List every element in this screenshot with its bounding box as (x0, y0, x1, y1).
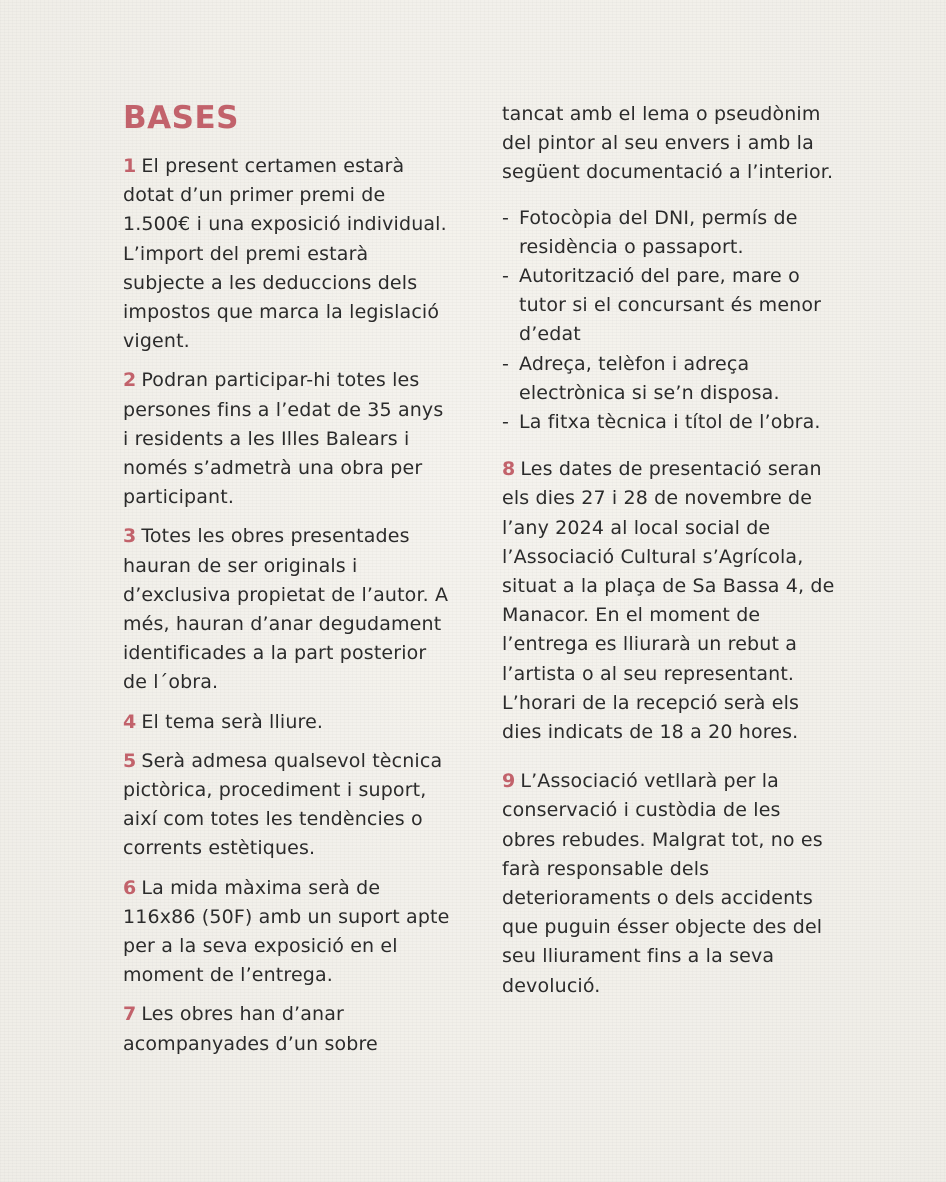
rule-number: 2 (123, 369, 137, 392)
rule-5 (123, 747, 453, 864)
rule-9 (502, 767, 837, 1001)
left-column (123, 152, 453, 1069)
dash-bullet: - (502, 265, 510, 288)
rule-number: 4 (123, 710, 137, 733)
rule-number: 6 (123, 876, 137, 899)
rule-text: Serà admesa qualsevol tècnica pictòrica, procediment i suport, així com totes les tendències o corrents estètiques. (123, 749, 443, 860)
rule-1 (123, 152, 453, 356)
rule-7-continuation: tancat amb el lema o pseudònim del pintor al seu envers i amb la següent documentació a l’interior. (502, 103, 834, 184)
rule-text: Totes les obres presentades hauran de ser originals i d’exclusiva propietat de l’autor. A més, hauran d’anar degudament identificades a la part posterior de l´obra. (123, 525, 449, 694)
list-item (502, 408, 837, 437)
rule-text: Les obres han d’anar acompanyades d’un sobre (123, 1003, 378, 1055)
rule-text: El present certamen estarà dotat d’un primer premi de 1.500€ i una exposició individual. L’import del premi estarà subjecte a les deduccions dels impostos que marca la legislació vigent. (123, 155, 447, 353)
list-item (502, 350, 837, 408)
rule-text: La mida màxima serà de 116x86 (50F) amb un suport apte per a la seva exposició en el moment de l’entrega. (123, 876, 450, 987)
rule-text: Les dates de presentació seran els dies 27 i 28 de novembre de l’any 2024 al local social de l’Associació Cultural s’Agrícola, situat a la plaça de Sa Bassa 4, de Manacor. En el moment de l’entrega es lliurarà un rebut a l’artista o al seu representant. L’horari de la recepció serà els dies indicats de 18 a 20 hores. (502, 458, 835, 744)
rule-number: 5 (123, 749, 137, 772)
dash-bullet: - (502, 352, 510, 375)
dash-bullet: - (502, 411, 510, 434)
list-item (502, 262, 837, 350)
rule-3 (123, 522, 453, 697)
rule-text: El tema serà lliure. (141, 710, 324, 733)
right-column (502, 100, 837, 1011)
rule-2 (123, 366, 453, 512)
dash-bullet: - (502, 206, 510, 229)
rule-text: Podran participar-hi totes les persones fins a l’edat de 35 anys i residents a les Illes Balears i només s’admetrà una obra per participant. (123, 369, 444, 509)
rule-6 (123, 874, 453, 991)
documents-list (502, 204, 837, 438)
list-item-text: Autorització del pare, mare o tutor si el concursant és menor d’edat (519, 265, 822, 346)
rule-4 (123, 708, 453, 737)
page-title: BASES (123, 100, 239, 136)
rule-8 (502, 455, 837, 747)
rule-number: 7 (123, 1003, 137, 1026)
rule-number: 9 (502, 770, 516, 793)
rule-number: 1 (123, 155, 137, 177)
rule-7 (123, 1000, 453, 1058)
rule-number: 8 (502, 458, 516, 481)
list-item-text: Adreça, telèfon i adreça electrònica si se’n disposa. (519, 352, 780, 404)
list-item (502, 204, 837, 262)
rule-number: 3 (123, 525, 137, 548)
list-item-text: Fotocòpia del DNI, permís de residència o passaport. (519, 206, 798, 258)
rule-text: L’Associació vetllarà per la conservació i custòdia de les obres rebudes. Malgrat tot, no es farà responsable dels deterioraments o dels accidents que puguin ésser objecte des del seu lliurament fins a la seva devolució. (502, 770, 823, 997)
list-item-text: La fitxa tècnica i títol de l’obra. (519, 411, 821, 434)
